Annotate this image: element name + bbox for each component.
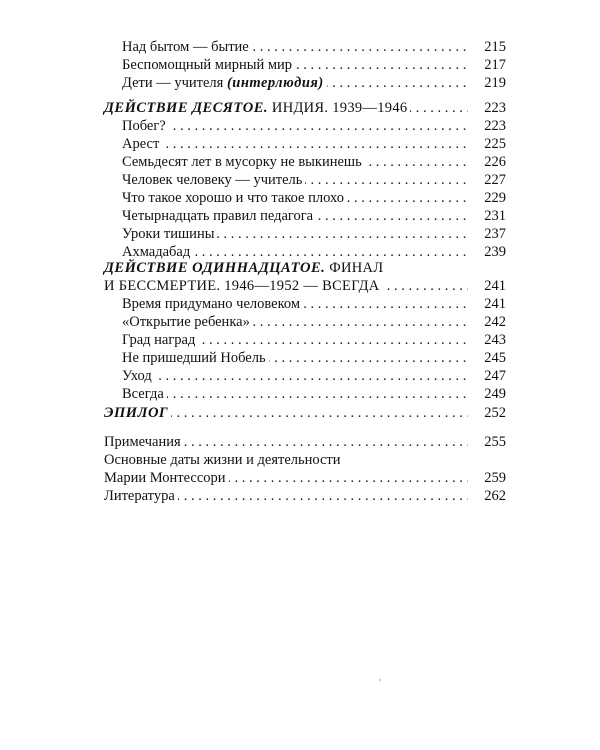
toc-entry [0, 348, 600, 368]
toc-entry-title: Беспомощный мирный мир [122, 55, 295, 75]
toc-entry-title: Всегда [122, 384, 167, 404]
section-title-italic: ЭПИЛОГ [104, 403, 171, 423]
toc-entry-page: 249 [468, 384, 506, 404]
toc-entry [0, 486, 600, 506]
toc-entry-page: 229 [468, 188, 506, 208]
toc-section-heading [0, 403, 600, 423]
toc-entry-page: 226 [468, 152, 506, 172]
scan-speck [379, 679, 381, 681]
toc-entry-title: Семьдесят лет в мусорку не выкинешь [122, 152, 365, 172]
section-title-rest: ИНДИЯ. 1939—1946 [268, 100, 408, 116]
toc-entry [0, 73, 600, 93]
section-title-italic: ДЕЙСТВИЕ ДЕСЯТОЕ. [104, 100, 268, 116]
toc-entry [0, 366, 600, 386]
toc-entry-title: Уроки тишины [122, 224, 217, 244]
section-title-italic: ДЕЙСТВИЕ ОДИННАДЦАТОЕ. [104, 260, 326, 276]
toc-entry-title: «Открытие ребенка» [122, 312, 253, 332]
toc-entry [0, 37, 600, 57]
toc-entry [0, 294, 600, 314]
toc-entry-title: Град наград [122, 330, 198, 350]
section-page: 252 [468, 403, 506, 423]
toc-section-heading [0, 98, 600, 118]
toc-entry [0, 224, 600, 244]
toc-entry [0, 152, 600, 172]
leader-dots [122, 366, 470, 386]
toc-entry-page: 223 [468, 116, 506, 136]
toc-entry-page: 247 [468, 366, 506, 386]
toc-entry-page: 245 [468, 348, 506, 368]
toc-entry-page: 241 [468, 294, 506, 314]
toc-section-heading [0, 276, 600, 296]
section-title-rest: ФИНАЛ [325, 260, 384, 276]
toc-entry-title: Уход [122, 366, 155, 386]
toc-entry [0, 134, 600, 154]
toc-entry-title: Примечания [104, 432, 184, 452]
toc-entry-title: Арест [122, 134, 162, 154]
toc-entry-page: 231 [468, 206, 506, 226]
section-title-line1 [104, 258, 383, 278]
toc-entry-page: 262 [468, 486, 506, 506]
toc-entry-page: 237 [468, 224, 506, 244]
toc-entry [0, 432, 600, 452]
leader-dots [122, 384, 470, 404]
toc-entry [0, 312, 600, 332]
toc-entry [0, 170, 600, 190]
toc-entry [0, 206, 600, 226]
toc-entry-page: 227 [468, 170, 506, 190]
toc-entry-title: Побег? [122, 116, 169, 136]
toc-entry-title-italic: (интерлюдия) [226, 75, 324, 91]
toc-entry [0, 116, 600, 136]
toc-entry-page: 243 [468, 330, 506, 350]
toc-entry-title-line1: Основные даты жизни и деятельности [104, 452, 341, 468]
toc-entry-title [122, 73, 327, 93]
toc-entry-title: Ахмадабад [122, 242, 193, 262]
toc-entry-title: Время придумано человеком [122, 294, 303, 314]
toc-entry [0, 384, 600, 404]
toc-entry-title: Не пришедший Нобель [122, 348, 269, 368]
toc-entry-page: 219 [468, 73, 506, 93]
toc-entry-page: 239 [468, 242, 506, 262]
toc-entry-title: Человек человеку — учитель [122, 170, 305, 190]
section-page: 241 [468, 276, 506, 296]
toc-entry-page: 215 [468, 37, 506, 57]
section-title-line2: И БЕССМЕРТИЕ. 1946—1952 — ВСЕГДА [104, 276, 383, 296]
leader-dots [122, 134, 470, 154]
toc-entry [0, 188, 600, 208]
toc-entry-page: 225 [468, 134, 506, 154]
toc-entry-title: Литература [104, 486, 178, 506]
toc-entry-page: 217 [468, 55, 506, 75]
toc-entry [0, 468, 600, 488]
section-page: 223 [468, 98, 506, 118]
toc-entry-title-text: Дети — учителя [122, 75, 227, 91]
toc-entry-title-line2: Марии Монтессори [104, 468, 229, 488]
toc-entry-title: Что такое хорошо и что такое плохо [122, 188, 347, 208]
toc-entry [0, 55, 600, 75]
toc-entry-page: 259 [468, 468, 506, 488]
toc-entry-page: 242 [468, 312, 506, 332]
toc-entry-title: Над бытом — бытие [122, 37, 252, 57]
toc-entry-page: 255 [468, 432, 506, 452]
toc-entry [0, 330, 600, 350]
toc-entry-title: Четырнадцать правил педагога [122, 206, 316, 226]
section-title [104, 98, 410, 118]
leader-dots [122, 116, 470, 136]
